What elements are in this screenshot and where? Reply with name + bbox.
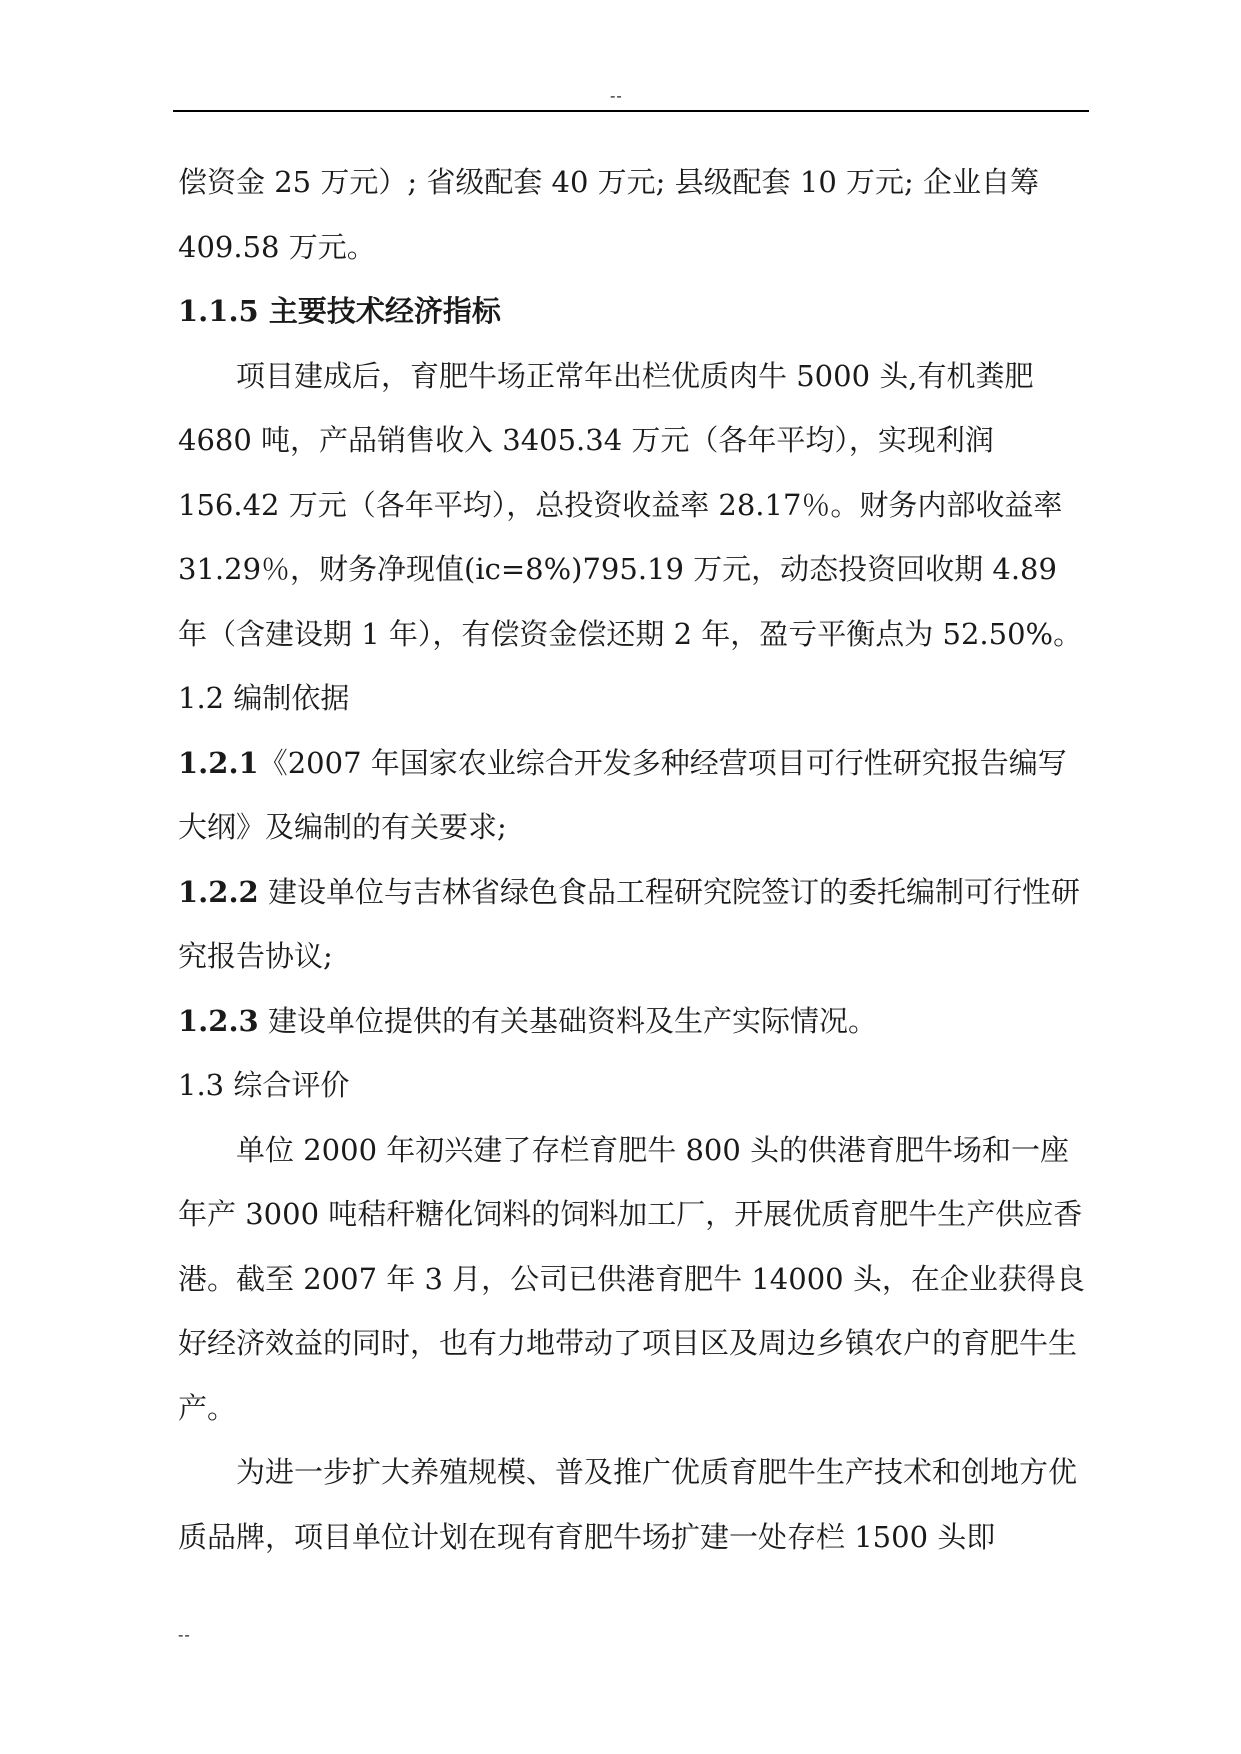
list-item-1-2-3 — [178, 989, 1092, 1054]
paragraph-evaluation-1: 单位 2000 年初兴建了存栏育肥牛 800 头的供港育肥牛场和一座年产 3000 吨秸秆糖化饲料的饲料加工厂，开展优质育肥牛生产供应香港。截至 2007 年 3 月，公司已供港育肥牛 14000 头，在企业获得良好经济效益的同时，也有力地带动了项目区及周边乡镇农户的育肥牛生产。 — [178, 1132, 1085, 1425]
paragraph-evaluation-2: 为进一步扩大养殖规模、普及推广优质育肥牛生产技术和创地方优质品牌，项目单位计划在现有育肥牛场扩建一处存栏 1500 头即 — [178, 1455, 1078, 1554]
list-item-1-2-2 — [178, 860, 1092, 989]
header-rule — [173, 110, 1089, 112]
item-text: 建设单位提供的有关基础资料及生产实际情况。 — [258, 1003, 877, 1038]
heading-1-3: 1.3 综合评价 — [178, 1068, 350, 1102]
document-body — [178, 150, 1092, 1569]
paragraph-funding-continued: 偿资金 25 万元）; 省级配套 40 万元; 县级配套 10 万元; 企业自筹 409.58 万元。 — [178, 165, 1039, 264]
heading-1-2: 1.2 编制依据 — [178, 681, 350, 715]
heading-1-1-5: 1.1.5 主要技术经济指标 — [178, 294, 501, 328]
item-number: 1.2.2 — [178, 874, 259, 909]
paragraph-economic-indicators: 项目建成后，育肥牛场正常年出栏优质肉牛 5000 头,有机粪肥 4680 吨，产品销售收入 3405.34 万元（各年平均），实现利润 156.42 万元（各年平均），总投资收益率 28.17％。财务内部收益率 31.29％，财务净现值(ic=8%)795.19 万元，动态投资回收期 4.89 年（含建设期 1 年），有偿资金偿还期 2 年，盈亏平衡点为 52.50%。 — [178, 358, 1083, 651]
list-item-1-2-1 — [178, 731, 1092, 860]
footer-mark: -- — [178, 1625, 191, 1644]
item-text: 《2007 年国家农业综合开发多种经营项目可行性研究报告编写大纲》及编制的有关要求; — [178, 745, 1067, 844]
item-number: 1.2.3 — [178, 1003, 259, 1038]
header-mark: -- — [610, 86, 623, 105]
item-text: 建设单位与吉林省绿色食品工程研究院签订的委托编制可行性研究报告协议; — [178, 874, 1080, 973]
item-number: 1.2.1 — [178, 745, 259, 780]
